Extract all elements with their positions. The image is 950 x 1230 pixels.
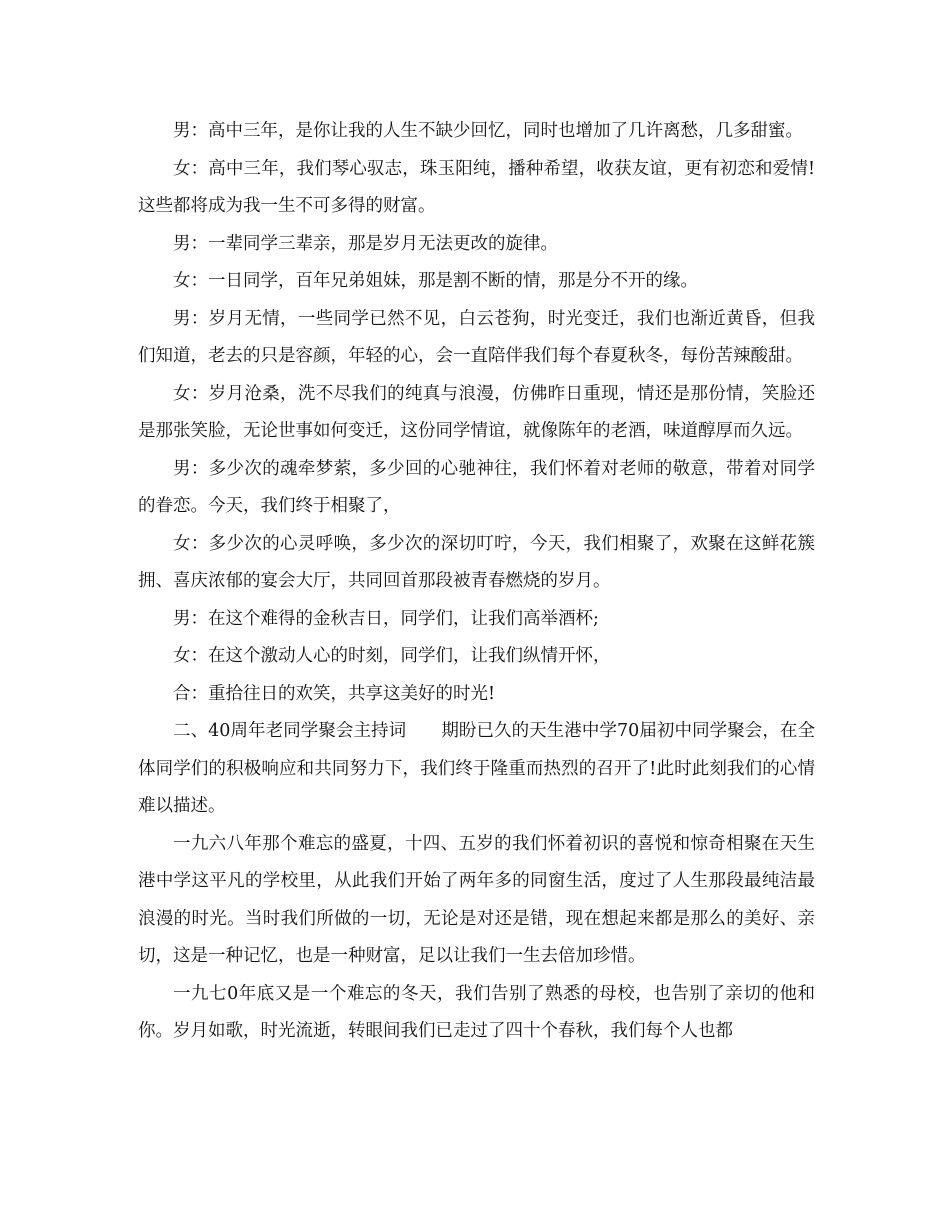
paragraph-6: 女：岁月沧桑，洗不尽我们的纯真与浪漫，仿佛昨日重现，情还是那份情，笑脸还是那张笑脸，无论世事如何变迁，这份同学情谊，就像陈年的老酒，味道醇厚而久远。: [138, 383, 815, 441]
document-body: [138, 113, 815, 1051]
paragraph-9: 男：在这个难得的金秋吉日，同学们，让我们高举酒杯;: [173, 608, 599, 629]
paragraph-4: 女：一日同学，百年兄弟姐妹，那是割不断的情，那是分不开的缘。: [173, 271, 698, 291]
paragraph-13: 一九六八年那个难忘的盛夏，十四、五岁的我们怀着初识的喜悦和惊奇相聚在天生港中学这平凡的学校里，从此我们开始了两年多的同窗生活，度过了人生那段最纯洁最浪漫的时光。当时我们所做的一切，无论是对还是错，现在想起来都是那么的美好、亲切，这是一种记忆，也是一种财富，足以让我们一生去倍加珍惜。: [138, 833, 815, 966]
paragraph-7: 男：多少次的魂牵梦萦，多少回的心驰神往，我们怀着对老师的敬意，带着对同学的眷恋。今天，我们终于相聚了，: [138, 458, 815, 516]
paragraph-2: 女：高中三年，我们琴心驭志，珠玉阳纯，播种希望，收获友谊，更有初恋和爱情!这些都将成为我一生不可多得的财富。: [138, 158, 815, 216]
paragraph-8: 女：多少次的心灵呼唤，多少次的深切叮咛，今天，我们相聚了，欢聚在这鲜花簇拥、喜庆浓郁的宴会大厅，共同回首那段被青春燃烧的岁月。: [138, 533, 815, 591]
paragraph-11: 合：重拾往日的欢笑，共享这美好的时光!: [173, 683, 496, 704]
paragraph-1: 男：高中三年，是你让我的人生不缺少回忆，同时也增加了几许离愁，几多甜蜜。: [173, 121, 803, 141]
paragraph-12: 二、40周年老同学聚会主持词 期盼已久的天生港中学70届初中同学聚会，在全体同学们的积极响应和共同努力下，我们终于隆重而热烈的召开了!此时此刻我们的心情难以描述。: [138, 721, 815, 816]
paragraph-5: 男：岁月无情，一些同学已然不见，白云苍狗，时光变迁，我们也渐近黄昏，但我们知道，老去的只是容颜，年轻的心，会一直陪伴我们每个春夏秋冬，每份苦辣酸甜。: [138, 308, 815, 366]
paragraph-3: 男：一辈同学三辈亲，那是岁月无法更改的旋律。: [173, 233, 558, 254]
paragraph-14: 一九七0年底又是一个难忘的冬天，我们告别了熟悉的母校，也告别了亲切的他和你。岁月如歌，时光流逝，转眼间我们已走过了四十个春秋，我们每个人也都: [138, 983, 815, 1041]
paragraph-10: 女：在这个激动人心的时刻，同学们，让我们纵情开怀，: [173, 646, 611, 666]
